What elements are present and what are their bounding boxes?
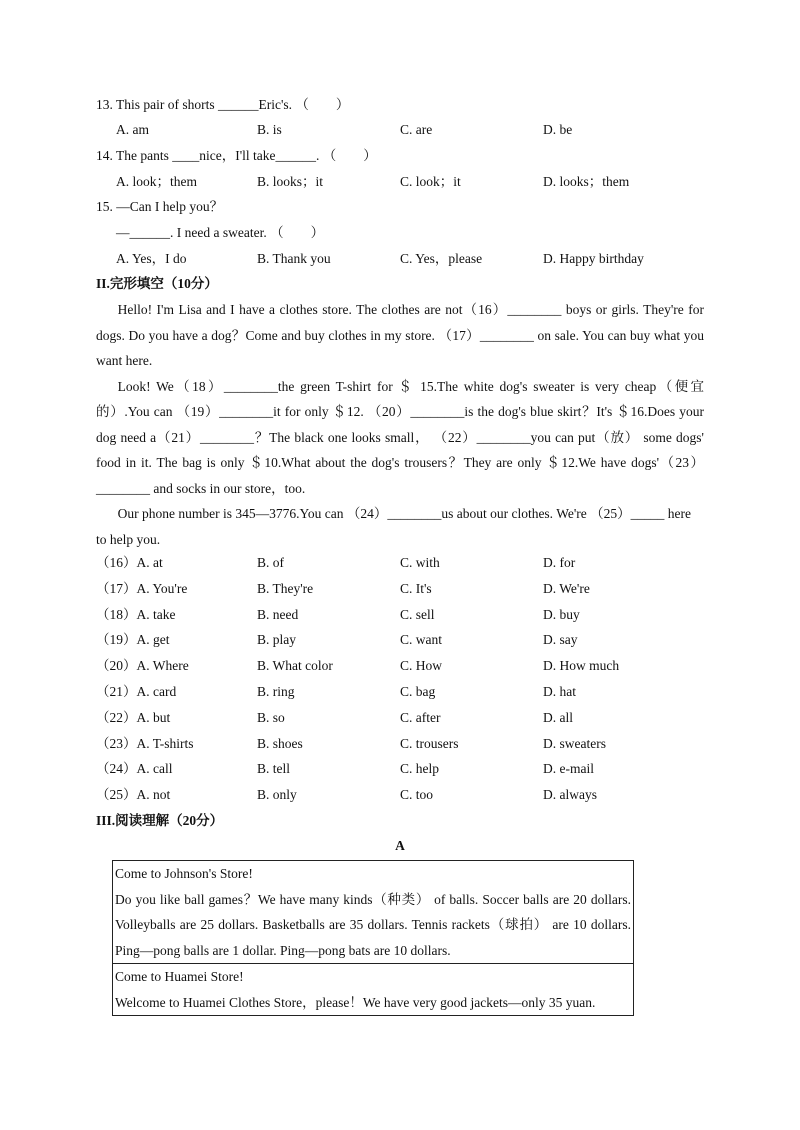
cloze-q16-option-a: （16）A. at (96, 555, 163, 570)
question-14-stem: 14. The pants ____nice，I'll take______. （ ） (96, 148, 377, 163)
cloze-q18-option-d: D. buy (543, 606, 580, 622)
question-13-stem: 13. This pair of shorts ______Eric's. （ ） (96, 97, 350, 112)
cloze-q16-option-d: D. for (543, 555, 576, 570)
cloze-paragraph-1: Hello! I'm Lisa and I have a clothes store. The clothes are not（16）________ boys or girls. They're for dogs. Do you have a dog？Come and buy clothes in my store. （17）________ on sale. You can buy what you want here. (96, 302, 704, 368)
cloze-q25-option-c: C. too (400, 787, 434, 803)
cloze-q22-option-d: D. all (543, 709, 573, 725)
cloze-q19-option-d: D. say (543, 632, 578, 648)
cloze-q17-option-a: （17）A. You're (96, 580, 188, 596)
cloze-q19-option-a: （19）A. get (96, 632, 170, 648)
cloze-q17-option-b: B. They're (257, 580, 314, 596)
section-3-heading: III.阅读理解（20分） (96, 813, 224, 828)
cloze-passage (96, 297, 704, 552)
question-15-stem-line2: —______. I need a sweater. （ ） (116, 225, 325, 240)
cloze-q20-option-c: C. How (400, 658, 443, 674)
cloze-q24-option-b: B. tell (257, 761, 290, 777)
cloze-q18-option-b: B. need (257, 606, 299, 622)
cloze-q21-option-d: D. hat (543, 684, 576, 699)
cloze-q18-option-a: （18）A. take (96, 606, 176, 622)
question-15-stem: 15. —Can I help you？ (96, 199, 224, 214)
q15-option-c: C. Yes，please (400, 251, 483, 266)
cloze-q25-option-b: B. only (257, 787, 297, 803)
cloze-q24-option-d: D. e-mail (543, 761, 594, 777)
cloze-q23-option-c: C. trousers (400, 735, 459, 751)
cloze-q19-option-b: B. play (257, 632, 296, 648)
cloze-q24-option-a: （24）A. call (96, 761, 173, 777)
cloze-q21-option-a: （21）A. card (96, 684, 177, 699)
q13-option-a: A. am (116, 122, 149, 137)
q13-option-b: B. is (257, 122, 282, 137)
q13-option-d: D. be (543, 122, 573, 137)
q13-option-c: C. are (400, 122, 433, 137)
ads-table (112, 860, 634, 1016)
part-a-label: A (395, 838, 405, 853)
cloze-q19-option-c: C. want (400, 632, 442, 648)
q14-option-c: C. look；it (400, 174, 461, 189)
q14-option-d: D. looks；them (543, 174, 630, 189)
cloze-q16-option-c: C. with (400, 555, 440, 570)
cloze-q17-option-c: C. It's (400, 580, 432, 596)
ad-johnsons-store (113, 861, 633, 963)
q15-option-b: B. Thank you (257, 251, 331, 266)
cloze-paragraph-3: Our phone number is 345—3776.You can （24）________us about our clothes. We're （25）_____ here to help you. (96, 506, 691, 547)
cloze-paragraph-2: Look! We（18）________the green T-shirt for ＄ 15.The white dog's sweater is very cheap（便宜的）.You can （19）________it for only ＄12. （20）________is the dog's blue skirt？It's ＄16.Does your dog need a（21）________？The black one looks small， （22）________you can put（放） some dogs' food in it. The bag is only ＄10.What about the dog's trousers？They are only ＄12.We have dogs'（23）________ and socks in our store，too. (96, 378, 704, 496)
ad-title: Come to Johnson's Store! (115, 866, 253, 881)
cloze-q23-option-d: D. sweaters (543, 735, 606, 751)
ad-body: Do you like ball games？We have many kinds（种类） of balls. Soccer balls are 20 dollars. Volleyballs are 25 dollars. Basketballs are 35 dollars. Tennis rackets（球拍） are 10 dollars. Ping—pong balls are 1 dollar. Ping—pong bats are 10 dollars. (115, 891, 631, 958)
cloze-q23-option-a: （23）A. T-shirts (96, 735, 194, 751)
cloze-q22-option-b: B. so (257, 709, 285, 725)
cloze-q24-option-c: C. help (400, 761, 439, 777)
cloze-q22-option-a: （22）A. but (96, 709, 171, 725)
ad-title: Come to Huamei Store! (115, 969, 244, 984)
cloze-q21-option-b: B. ring (257, 684, 295, 699)
cloze-q20-option-b: B. What color (257, 658, 333, 674)
cloze-q23-option-b: B. shoes (257, 735, 303, 751)
cloze-q20-option-a: （20）A. Where (96, 658, 189, 674)
ad-body: Welcome to Huamei Clothes Store，please！We have very good jackets—only 35 yuan. (115, 994, 596, 1010)
cloze-q22-option-c: C. after (400, 709, 441, 725)
cloze-q16-option-b: B. of (257, 555, 284, 570)
cloze-q25-option-a: （25）A. not (96, 787, 171, 803)
cloze-q17-option-d: D. We're (543, 580, 590, 596)
cloze-q25-option-d: D. always (543, 787, 597, 803)
section-2-heading: II.完形填空（10分） (96, 276, 218, 291)
cloze-q21-option-c: C. bag (400, 684, 436, 699)
ad-huamei-store (113, 963, 633, 1015)
cloze-q20-option-d: D. How much (543, 658, 620, 674)
q15-option-a: A. Yes，I do (116, 251, 187, 266)
q15-option-d: D. Happy birthday (543, 251, 644, 266)
cloze-q18-option-c: C. sell (400, 606, 435, 622)
q14-option-b: B. looks；it (257, 174, 324, 189)
q14-option-a: A. look；them (116, 174, 197, 189)
